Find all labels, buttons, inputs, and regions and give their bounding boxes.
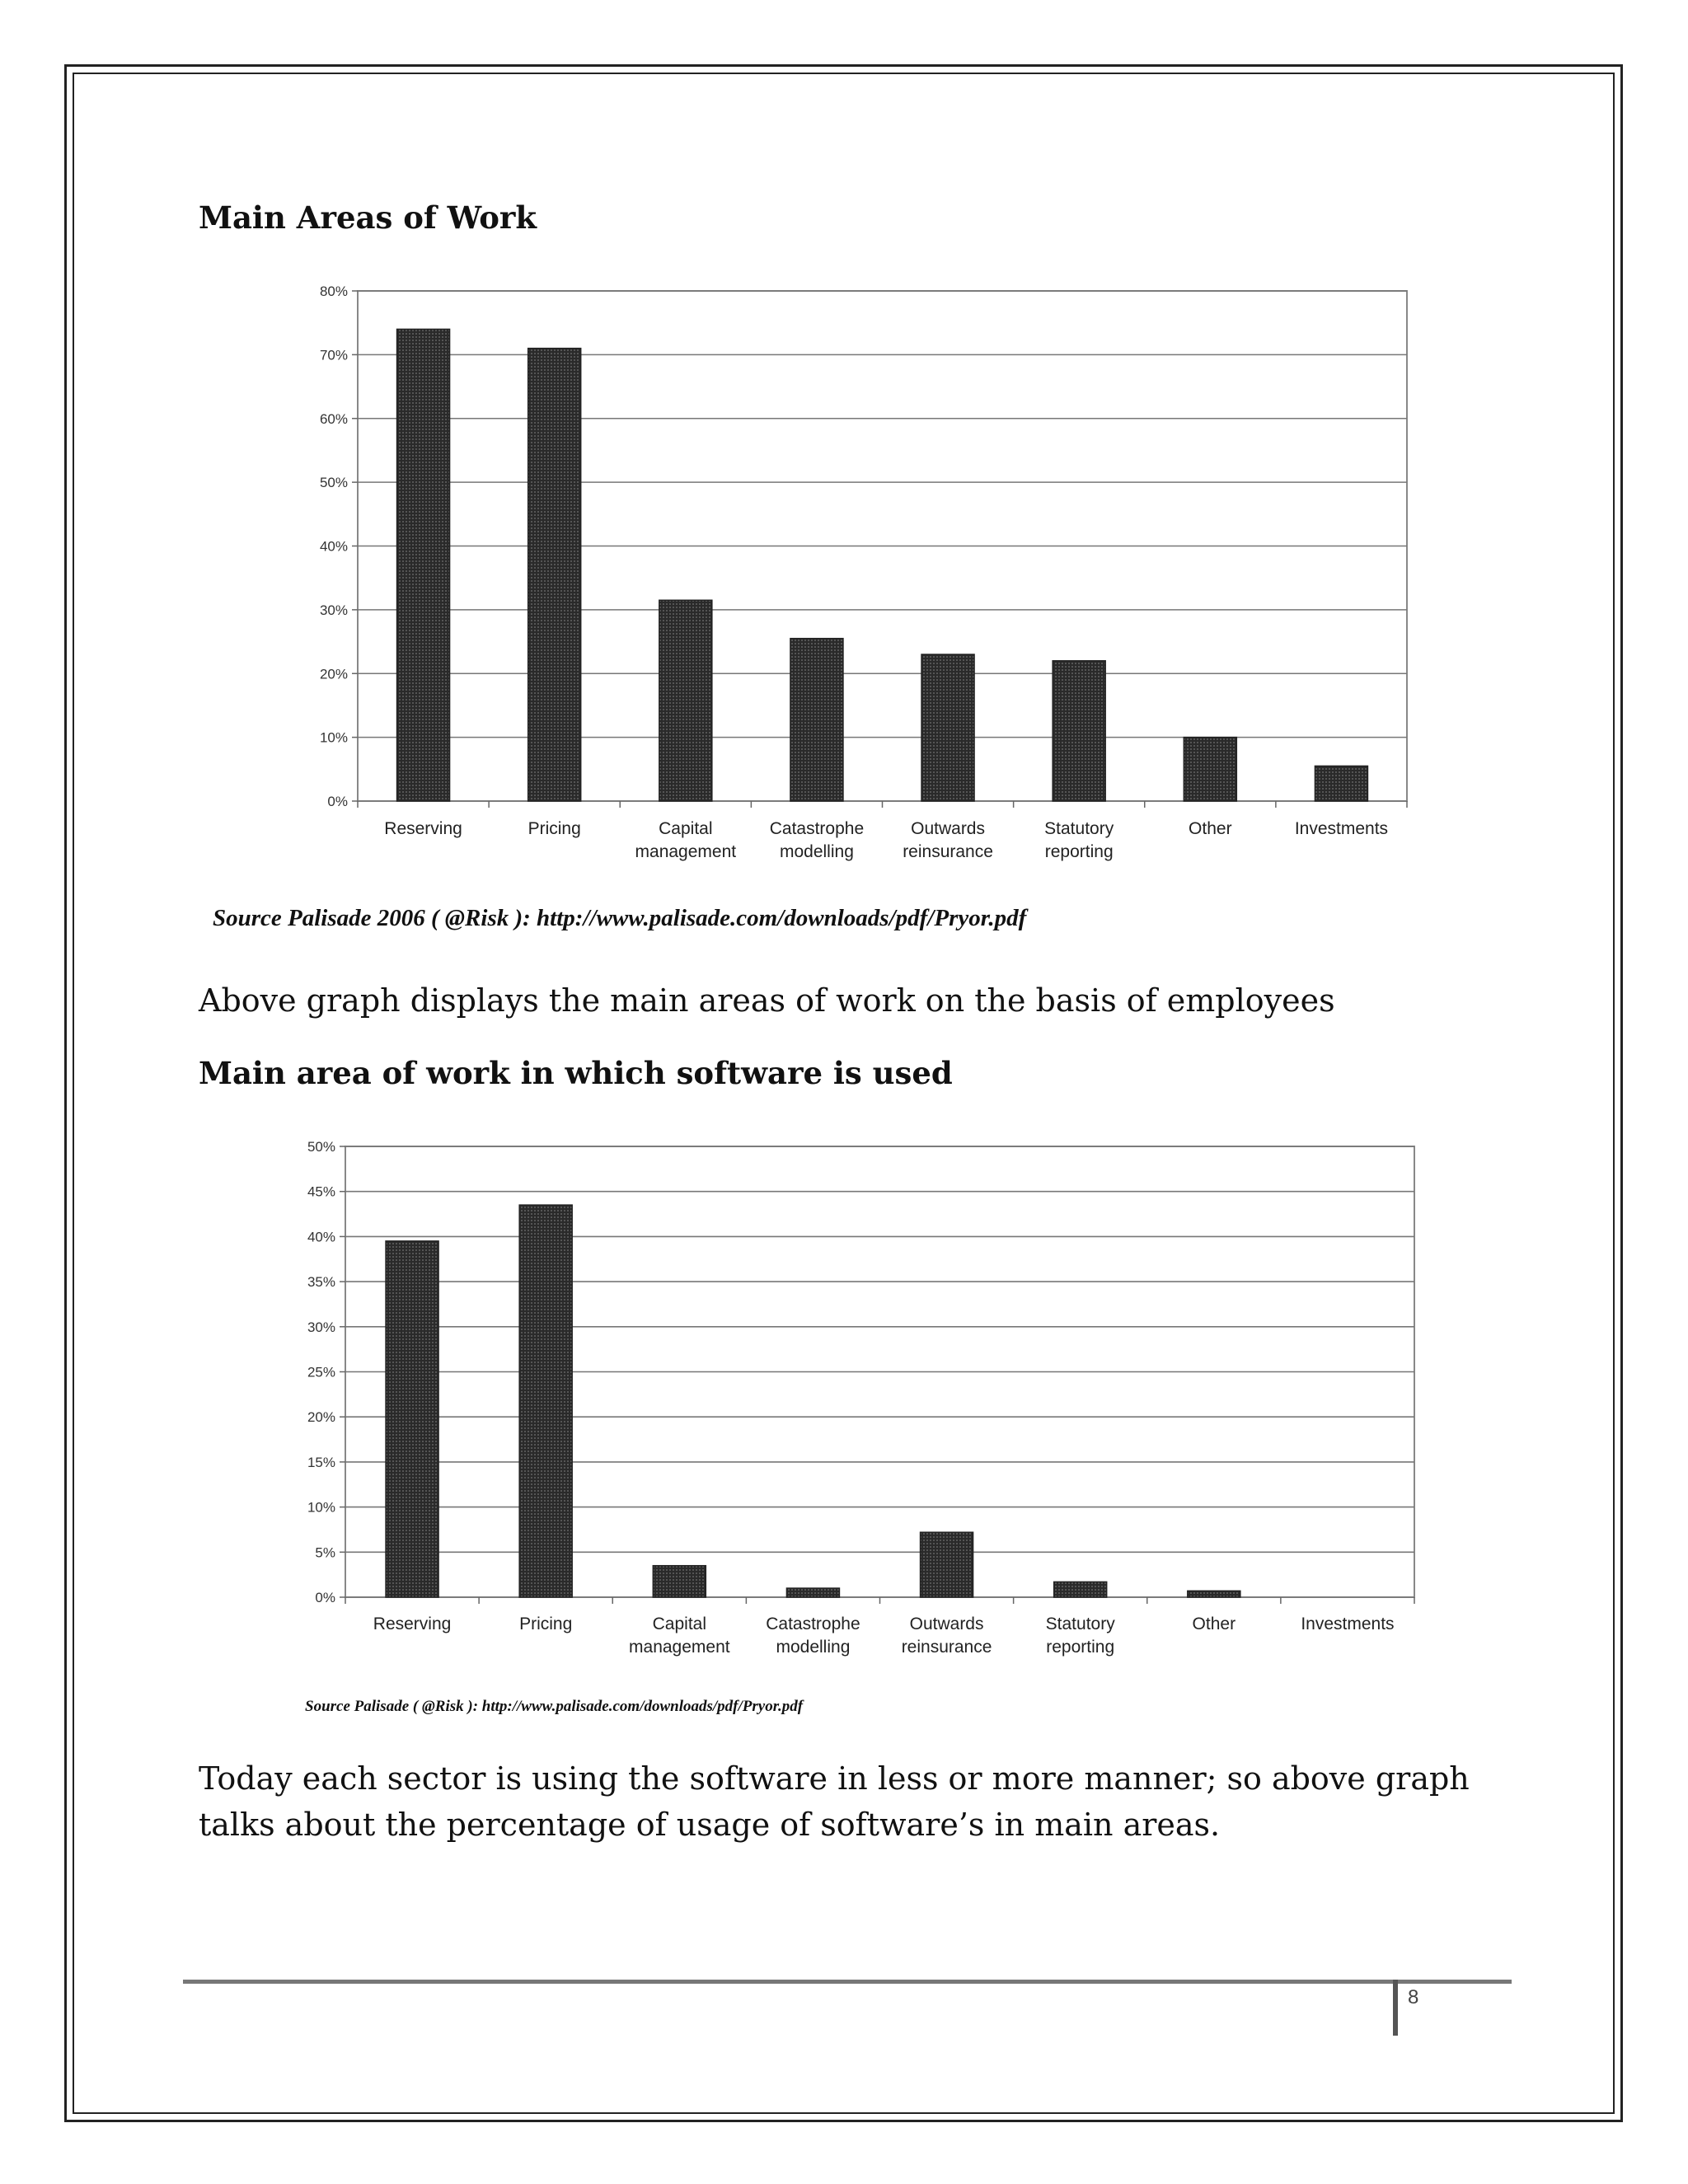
y-tick-label: 40% bbox=[307, 1229, 335, 1245]
x-category-label: Investments bbox=[1294, 819, 1389, 838]
section-heading-software-usage: Main area of work in which software is used bbox=[199, 1055, 953, 1091]
bar bbox=[386, 1241, 438, 1597]
y-tick-label: 35% bbox=[307, 1274, 335, 1291]
y-tick-label: 70% bbox=[319, 347, 348, 363]
bar bbox=[921, 1532, 973, 1597]
y-tick-label: 40% bbox=[319, 538, 348, 555]
y-tick-label: 50% bbox=[307, 1139, 335, 1155]
x-category-label: Pricing bbox=[528, 819, 581, 838]
y-tick-label: 25% bbox=[307, 1364, 335, 1380]
x-category-label: Other bbox=[1189, 819, 1232, 838]
x-category-label: Reserving bbox=[384, 819, 462, 838]
footer-divider bbox=[1393, 1980, 1398, 2036]
x-category-label: Outwards reinsurance bbox=[903, 819, 993, 861]
paragraph-software-usage: Today each sector is using the software in less or more manner; so above graph talks about the percentage of usage of software’s in main areas. bbox=[199, 1760, 1470, 1843]
y-tick-label: 30% bbox=[319, 602, 348, 618]
y-tick-label: 20% bbox=[319, 666, 348, 682]
x-category-label: Statutory reporting bbox=[1045, 1615, 1115, 1657]
y-tick-label: 10% bbox=[319, 729, 348, 746]
x-category-label: Other bbox=[1192, 1615, 1236, 1633]
x-category-label: Catastrophe modelling bbox=[769, 819, 865, 861]
chart-source-citation: Source Palisade 2006 ( @Risk ): http://www.palisade.com/downloads/pdf/Pryor.pdf bbox=[213, 905, 1027, 931]
section-heading-main-areas: Main Areas of Work bbox=[199, 199, 537, 236]
x-category-label: Capital management bbox=[629, 1615, 730, 1657]
y-tick-label: 50% bbox=[319, 475, 348, 491]
x-category-label: Reserving bbox=[373, 1615, 452, 1633]
footer-rule bbox=[183, 1980, 1512, 1984]
bar bbox=[653, 1566, 706, 1597]
paragraph-graph-description: Above graph displays the main areas of work on the basis of employees bbox=[199, 982, 1335, 1019]
x-category-label: Statutory reporting bbox=[1044, 819, 1114, 861]
y-tick-label: 60% bbox=[319, 410, 348, 427]
page-number: 8 bbox=[1408, 1986, 1419, 2008]
y-tick-label: 30% bbox=[307, 1319, 335, 1335]
bar bbox=[519, 1205, 572, 1597]
x-category-label: Catastrophe modelling bbox=[766, 1615, 860, 1657]
y-tick-label: 0% bbox=[327, 794, 348, 809]
y-tick-label: 15% bbox=[307, 1454, 335, 1470]
x-category-label: Pricing bbox=[519, 1615, 573, 1633]
x-category-label: Capital management bbox=[635, 819, 737, 861]
y-tick-label: 45% bbox=[307, 1183, 335, 1200]
x-category-label: Outwards reinsurance bbox=[901, 1615, 992, 1657]
bar bbox=[786, 1588, 839, 1597]
chart-source-citation-2: Source Palisade ( @Risk ): http://www.palisade.com/downloads/pdf/Pryor.pdf bbox=[305, 1698, 804, 1715]
y-tick-label: 10% bbox=[307, 1499, 335, 1516]
y-tick-label: 0% bbox=[315, 1590, 335, 1605]
bar bbox=[1054, 1582, 1107, 1597]
x-category-label: Investments bbox=[1301, 1615, 1395, 1633]
bar bbox=[1188, 1591, 1240, 1597]
y-tick-label: 20% bbox=[307, 1409, 335, 1426]
y-tick-label: 80% bbox=[319, 284, 348, 299]
y-tick-label: 5% bbox=[315, 1544, 335, 1561]
